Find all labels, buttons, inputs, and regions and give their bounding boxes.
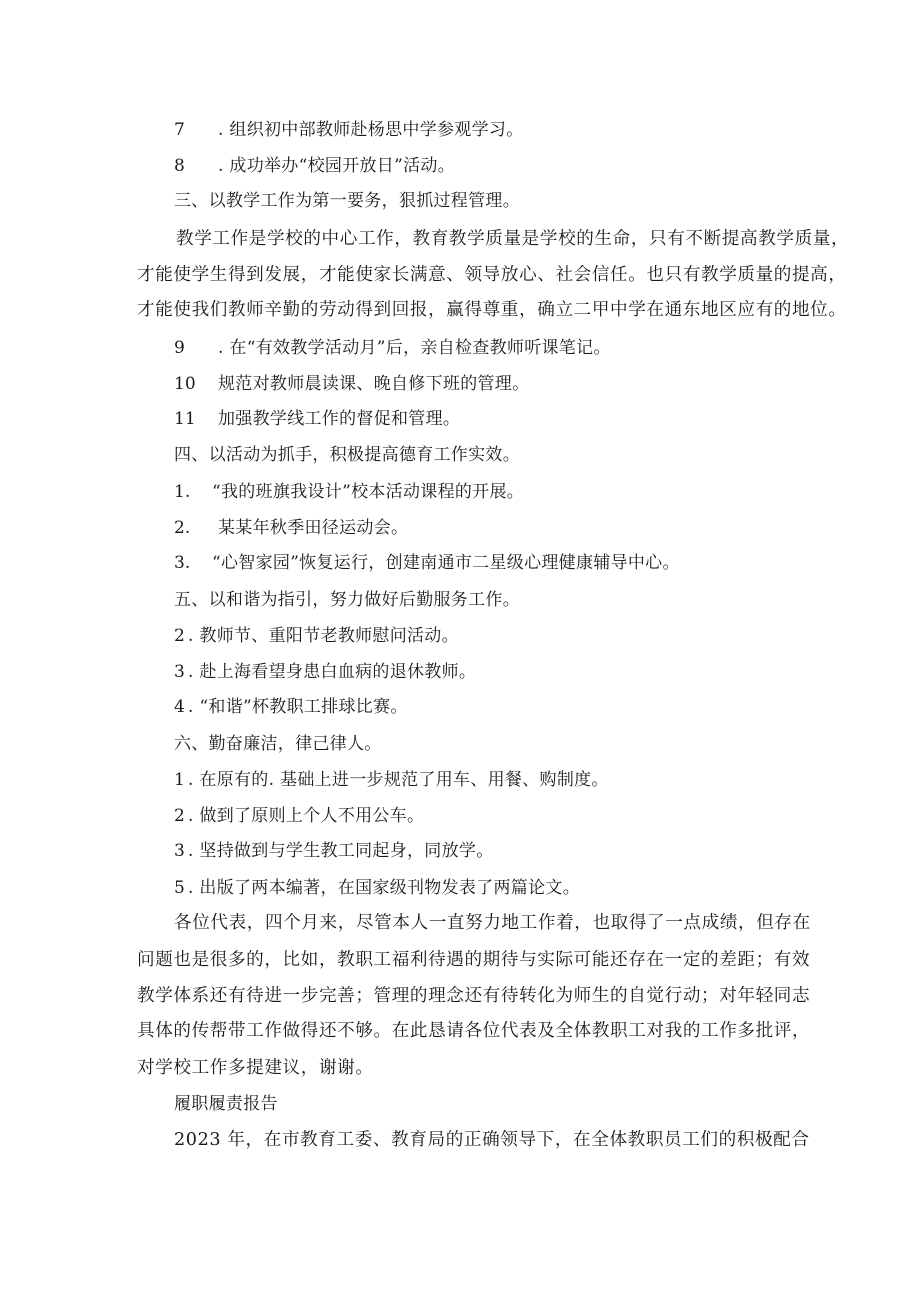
list-item: . 出版了两本编著，在国家级刊物发表了两篇论文。 [188, 878, 581, 898]
list-item: . 组织初中部教师赴杨思中学参观学习。 [218, 120, 524, 140]
paragraph-line: 才能使我们教师辛勤的劳动得到回报，赢得尊重，确立二甲中学在通东地区应有的地位。 [137, 300, 847, 320]
section-heading: 六、勤奋廉洁，律己律人。 [174, 734, 382, 754]
list-number: 3 [174, 662, 185, 682]
list-number: 4 [174, 697, 185, 717]
paragraph-line: 具体的传帮带工作做得还不够。在此恳请各位代表及全体教职工对我的工作多批评， [137, 1021, 811, 1041]
list-number: 3 [174, 841, 185, 861]
list-number: 9 [174, 338, 185, 358]
list-item: 某某年秋季田径运动会。 [218, 518, 409, 538]
list-item: . “和谐”杯教职工排球比赛。 [188, 697, 408, 717]
list-number: 2 [174, 626, 185, 646]
list-number: 1. [174, 482, 191, 502]
list-item: . 赴上海看望身患白血病的退休教师。 [188, 662, 477, 682]
list-number: 2. [174, 518, 191, 538]
list-item: 规范对教师晨读课、晚自修下班的管理。 [218, 374, 530, 394]
section-heading: 四、以活动为抓手，积极提高德育工作实效。 [174, 445, 520, 465]
paragraph-line: 才能使学生得到发展，才能使家长满意、领导放心、社会信任。也只有教学质量的提高， [137, 265, 847, 285]
list-number: 10 [174, 374, 196, 394]
list-number: 11 [174, 409, 196, 429]
paragraph-line: 教学工作是学校的中心工作，教育教学质量是学校的生命，只有不断提高教学质量， [176, 229, 850, 249]
section-heading: 三、以教学工作为第一要务，狠抓过程管理。 [174, 191, 520, 211]
paragraph-line: 各位代表，四个月来，尽管本人一直努力地工作着，也取得了一点成绩，但存在 [174, 913, 811, 933]
paragraph-line: 问题也是很多的，比如，教职工福利待遇的期待与实际可能还存在一定的差距；有效 [137, 950, 811, 970]
paragraph-line: 教学体系还有待进一步完善；管理的理念还有待转化为师生的自觉行动；对年轻同志 [137, 986, 811, 1006]
list-item: “心智家园”恢复运行，创建南通市二星级心理健康辅导中心。 [212, 553, 680, 573]
paragraph-line: 对学校工作多提建议，谢谢。 [137, 1058, 374, 1078]
list-item: . 做到了原则上个人不用公车。 [188, 806, 425, 826]
list-number: 3. [174, 553, 191, 573]
list-item: . 在原有的. 基础上进一步规范了用车、用餐、购制度。 [188, 770, 609, 790]
section-heading: 五、以和谐为指引，努力做好后勤服务工作。 [174, 590, 520, 610]
list-item: . 坚持做到与学生教工同起身，同放学。 [188, 841, 494, 861]
report-title: 履职履责报告 [174, 1094, 278, 1114]
paragraph-line: 2023 年，在市教育工委、教育局的正确领导下，在全体教职员工们的积极配合 [174, 1130, 810, 1150]
list-item: 加强教学线工作的督促和管理。 [218, 409, 461, 429]
list-number: 5 [174, 878, 185, 898]
list-number: 8 [174, 156, 185, 176]
list-item: . 教师节、重阳节老教师慰问活动。 [188, 626, 459, 646]
list-item: “我的班旗我设计”校本活动课程的开展。 [212, 482, 525, 502]
list-number: 7 [174, 120, 185, 140]
list-item: . 成功举办“校园开放日”活动。 [218, 156, 455, 176]
list-number: 1 [174, 770, 185, 790]
list-item: . 在“有效教学活动月”后，亲自检查教师听课笔记。 [218, 338, 611, 358]
list-number: 2 [174, 806, 185, 826]
